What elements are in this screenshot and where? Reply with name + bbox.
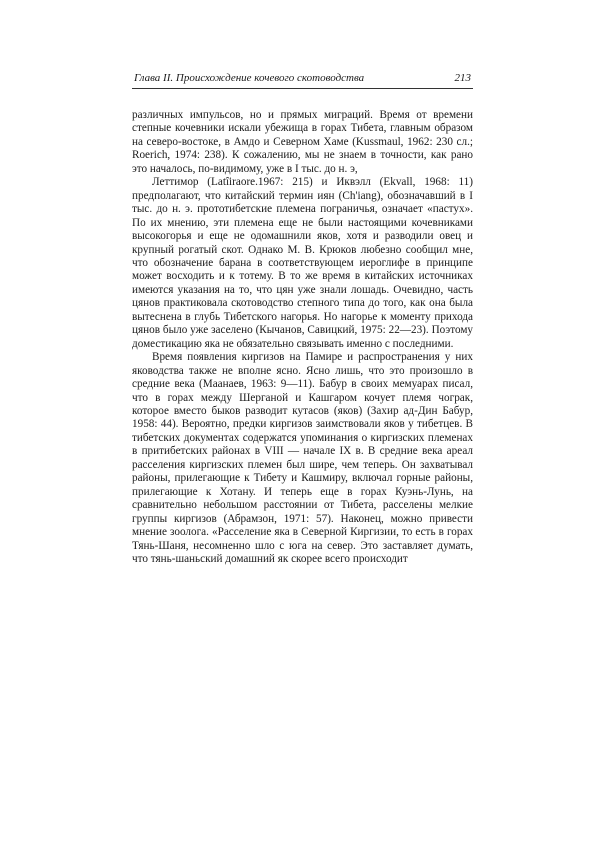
chapter-title: Глава II. Происхождение кочевого скотоводства <box>134 72 365 84</box>
running-header <box>132 72 473 89</box>
paragraph-continuation: различных импульсов, но и прямых миграций. Время от времени степные кочевники искали убежища в горах Тибета, главным образом на северо-востоке, в Амдо и Северном Хаме (Kussmaul, 1962: 230 сл.; Roerich, 1974: 238). К сожалению, мы не знаем в точности, как рано это началось, по-видимому, уже в I тыс. до н. э, <box>132 109 473 175</box>
paragraph-lattimore: Леттимор (Latîiraore.1967: 215) и Иквэлл (Ekvall, 1968: 11) предполагают, что китайский термин иян (Ch'iang), обозначавший в I тыс. до н. э. прототибетские племена пограничья, означает «пастух». По их мнению, эти племена еще не были настоящими кочевниками высокогорья и еще не одомашнили яков, хотя и разводили овец и крупный рогатый скот. Однако М. В. Крюков любезно сообщил мне, что обозначение барана в соответствующем иероглифе в принципе может восходить и к тотему. В то же время в китайских источниках имеются указания на то, что цян уже знали лошадь. Очевидно, часть цянов практиковала скотоводство степного типа до того, как она была вытеснена в глубь Тибетского нагорья. Но нагорье к моменту прихода цянов было уже заселено (Кычанов, Савицкий, 1975: 22—23). Поэтому доместикацию яка не обязательно связывать именно с последними. <box>132 176 473 350</box>
book-page <box>132 72 473 566</box>
body-text <box>132 109 473 566</box>
page-number: 213 <box>454 72 471 84</box>
paragraph-kirghiz: Время появления киргизов на Памире и распространения у них яководства также не вполне ясно. Ясно лишь, что это произошло в средние века (Маанаев, 1963: 9—11). Бабур в своих мемуарах писал, что в горах между Шерганой и Кашгаром кочует племя чограк, которое вместо быков разводит кутасов (яков) (Захир ад-Дин Бабур, 1958: 44). Вероятно, предки киргизов заимствовали яков у тибетцев. В тибетских документах содержатся упоминания о киргизских племенах в притибетских районах в VIII — начале IX в. В средние века ареал расселения киргизских племен был шире, чем теперь. Он захватывал районы, прилегающие к Тибету и Кашмиру, включал горные районы, прилегающие к Хотану. И теперь еще в горах Куэнь-Лунь, на сравнительно небольшом расстоянии от Тибета, расселены мелкие группы киргизов (Абрамзон, 1971: 57). Наконец, можно привести мнение зоолога. «Расселение яка в Северной Киргизии, то есть в горах Тянь-Шаня, несомненно шло с юга на север. Это заставляет думать, что тянь-шаньский домашний як скорее всего происходит <box>132 351 473 565</box>
